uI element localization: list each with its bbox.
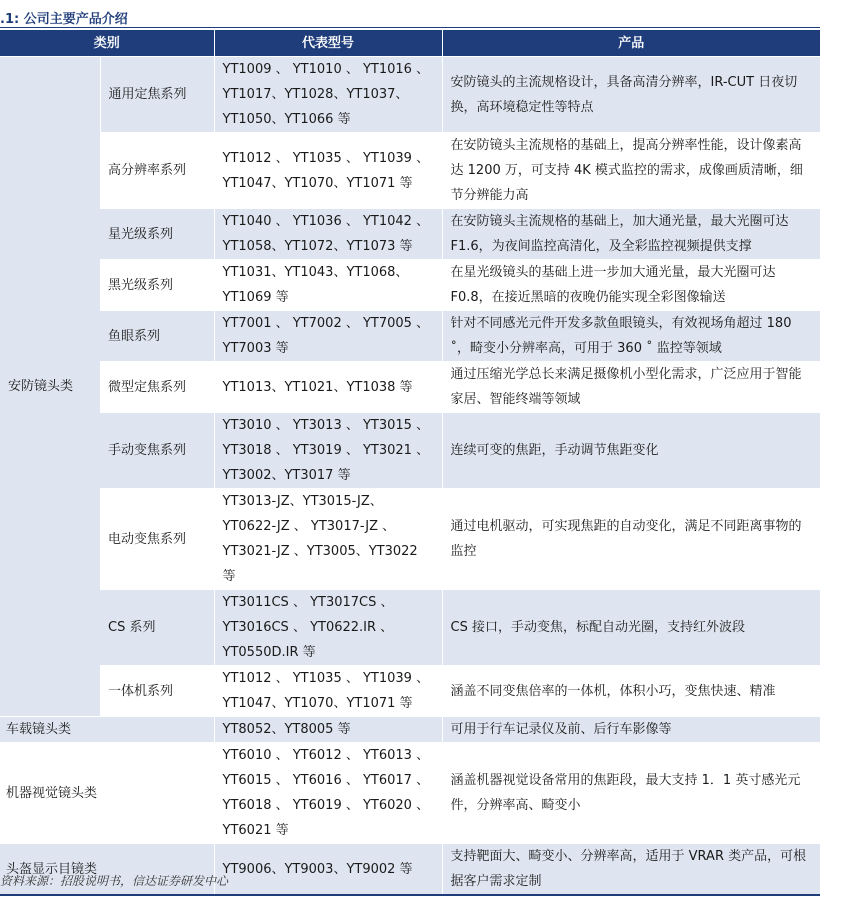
model-cell: YT7001 、 YT7002 、 YT7005 、YT7003 等 <box>214 311 442 362</box>
model-cell: YT1013、YT1021、YT1038 等 <box>214 362 442 413</box>
table-row <box>0 489 820 590</box>
header-model: 代表型号 <box>214 30 442 57</box>
table-row <box>0 717 820 743</box>
model-cell: YT3010 、 YT3013 、 YT3015 、YT3018 、 YT3019 、 YT3021 、YT3002、YT3017 等 <box>214 413 442 489</box>
model-cell: YT1040 、 YT1036 、 YT1042 、YT1058、YT1072、YT1073 等 <box>214 209 442 260</box>
model-cell: YT3013-JZ、YT3015-JZ、YT0622-JZ 、 YT3017-JZ 、 YT3021-JZ 、YT3005、YT3022 等 <box>214 489 442 590</box>
series-cell: 微型定焦系列 <box>100 362 214 413</box>
table-row <box>0 362 820 413</box>
header-row <box>0 30 820 57</box>
product-cell: 在星光级镜头的基础上进一步加大通光量，最大光圈可达 F0.8，在接近黑暗的夜晚仍能实现全彩图像输送 <box>442 260 820 311</box>
series-cell: 通用定焦系列 <box>100 57 214 133</box>
series-cell: 黑光级系列 <box>100 260 214 311</box>
table-bottom-rule <box>0 894 820 896</box>
product-cell: 涵盖机器视觉设备常用的焦距段，最大支持 1．1 英寸感光元件，分辨率高、畸变小 <box>442 743 820 844</box>
category-cell: 车载镜头类 <box>0 717 214 743</box>
series-cell: 一体机系列 <box>100 666 214 717</box>
table-row <box>0 311 820 362</box>
table-row <box>0 413 820 489</box>
product-table <box>0 30 820 894</box>
series-cell: 电动变焦系列 <box>100 489 214 590</box>
model-cell: YT1009 、 YT1010 、 YT1016 、YT1017、YT1028、YT1037、YT1050、YT1066 等 <box>214 57 442 133</box>
table-title: .1: 公司主要产品介绍 <box>0 12 128 27</box>
category-cell: 头盔显示目镜类 <box>0 844 214 895</box>
series-cell: 高分辨率系列 <box>100 133 214 209</box>
source-note: 资料来源：招股说明书，信达证券研发中心 <box>0 874 229 888</box>
header-category: 类别 <box>0 30 214 57</box>
product-cell: 通过电机驱动，可实现焦距的自动变化，满足不同距离事物的监控 <box>442 489 820 590</box>
product-cell: 连续可变的焦距，手动调节焦距变化 <box>442 413 820 489</box>
table-row <box>0 666 820 717</box>
table-row <box>0 590 820 666</box>
model-cell: YT1031、YT1043、YT1068、YT1069 等 <box>214 260 442 311</box>
model-cell: YT1012 、 YT1035 、 YT1039 、YT1047、YT1070、YT1071 等 <box>214 133 442 209</box>
table-row <box>0 743 820 844</box>
model-cell: YT9006、YT9003、YT9002 等 <box>214 844 442 895</box>
product-cell: 安防镜头的主流规格设计，具备高清分辨率，IR-CUT 日夜切换，高环境稳定性等特点 <box>442 57 820 133</box>
category-cell: 安防镜头类 <box>0 57 100 717</box>
series-cell: 手动变焦系列 <box>100 413 214 489</box>
series-cell: 鱼眼系列 <box>100 311 214 362</box>
table-row <box>0 57 820 133</box>
title-rule <box>0 27 820 28</box>
model-cell: YT6010 、 YT6012 、 YT6013 、YT6015 、 YT6016 、 YT6017 、YT6018 、 YT6019 、 YT6020 、YT6021 等 <box>214 743 442 844</box>
series-cell: CS 系列 <box>100 590 214 666</box>
table-row <box>0 260 820 311</box>
product-cell: 通过压缩光学总长来满足摄像机小型化需求，广泛应用于智能家居、智能终端等领域 <box>442 362 820 413</box>
table-row <box>0 133 820 209</box>
category-cell: 机器视觉镜头类 <box>0 743 214 844</box>
product-cell: 在安防镜头主流规格的基础上，提高分辨率性能，设计像素高达 1200 万，可支持 4K 模式监控的需求，成像画质清晰，细节分辨能力高 <box>442 133 820 209</box>
product-cell: CS 接口，手动变焦，标配自动光圈，支持红外波段 <box>442 590 820 666</box>
product-cell: 涵盖不同变焦倍率的一体机，体积小巧，变焦快速、精准 <box>442 666 820 717</box>
product-cell: 支持靶面大、畸变小、分辨率高，适用于 VRAR 类产品，可根据客户需求定制 <box>442 844 820 895</box>
model-cell: YT1012 、 YT1035 、 YT1039 、YT1047、YT1070、YT1071 等 <box>214 666 442 717</box>
model-cell: YT3011CS 、 YT3017CS 、YT3016CS 、 YT0622.IR 、YT0550D.IR 等 <box>214 590 442 666</box>
product-cell: 在安防镜头主流规格的基础上，加大通光量，最大光圈可达 F1.6，为夜间监控高清化，及全彩监控视频提供支撑 <box>442 209 820 260</box>
model-cell: YT8052、YT8005 等 <box>214 717 442 743</box>
series-cell: 星光级系列 <box>100 209 214 260</box>
product-cell: 可用于行车记录仪及前、后行车影像等 <box>442 717 820 743</box>
table-row <box>0 209 820 260</box>
header-product: 产品 <box>442 30 820 57</box>
product-cell: 针对不同感光元件开发多款鱼眼镜头，有效视场角超过 180 ˚，畸变小分辨率高，可用于 360 ˚ 监控等领域 <box>442 311 820 362</box>
